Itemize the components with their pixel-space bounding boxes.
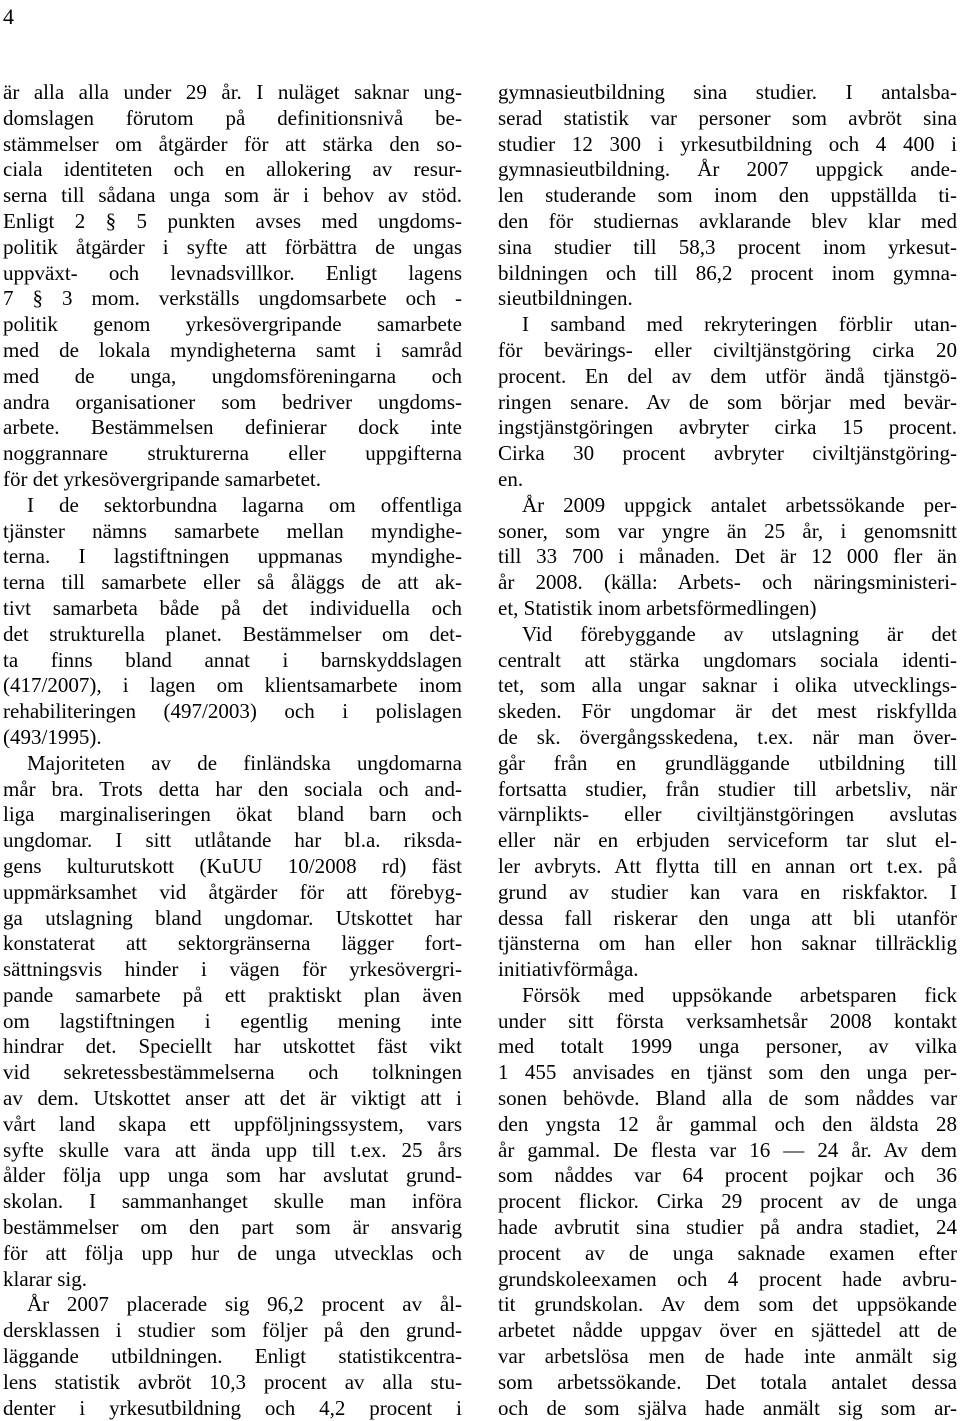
text-line: lens statistik avbröt 10,3 procent av alla stu-: [3, 1369, 462, 1394]
text-line: pande samarbete på ett praktiskt plan även: [3, 982, 462, 1007]
text-line: politik åtgärder i syfte att förbättra de ungas: [3, 234, 462, 259]
text-line: År 2007 placerade sig 96,2 procent av ål-: [27, 1292, 462, 1317]
text-line: av dem. Utskottet anser att det är viktigt att i: [3, 1086, 462, 1111]
text-line: sina studier till 58,3 procent inom yrkesut-: [498, 234, 957, 259]
text-line: ålder följa upp unga som har avslutat grund-: [3, 1163, 462, 1188]
text-line: sättningsvis hinder i vägen för yrkesövergri-: [3, 957, 462, 982]
text-line: gymnasieutbildning sina studier. I antalsba-: [498, 80, 957, 104]
text-line: vid sekretessbestämmelserna och tolkningen: [3, 1060, 462, 1085]
text-line: År 2009 uppgick antalet arbetssökande per-: [522, 492, 957, 517]
text-line: gymnasieutbildning. År 2007 uppgick ande-: [498, 157, 957, 182]
text-line: uppväxt- och levnadsvillkor. Enligt lagens: [3, 260, 462, 285]
text-line: är alla alla under 29 år. I nuläget saknar ung-: [3, 80, 462, 104]
text-line: Vid förebyggande av utslagning är det: [522, 621, 957, 646]
text-line: med de unga, ungdomsföreningarna och: [3, 363, 462, 388]
text-line: under sitt första verksamhetsår 2008 kontakt: [498, 1008, 957, 1033]
text-line: ingstjänstgöringen avbryter cirka 15 procent.: [498, 415, 957, 440]
text-line: tivt samarbeta både på det individuella och: [3, 595, 462, 620]
text-line: (417/2007), i lagen om klientsamarbete inom: [3, 673, 462, 698]
text-line: hindrar det. Speciellt har utskottet fäst vikt: [3, 1034, 462, 1059]
text-line: Cirka 30 procent avbryter civiltjänstgöring-: [498, 441, 957, 466]
text-line: som arbetssökande. Det totala antalet dessa: [498, 1369, 957, 1394]
text-line: de sk. övergångsskedena, t.ex. när man över-: [498, 724, 957, 749]
text-line: och de som själva hade anmält sig som ar-: [498, 1395, 957, 1420]
text-line: läggande utbildningen. Enligt statistikcentra-: [3, 1344, 462, 1369]
text-line: andra organisationer som bedriver ungdoms-: [3, 389, 462, 414]
text-line: gens kulturutskott (KuUU 10/2008 rd) fäst: [3, 853, 462, 878]
text-line: dersklassen i studier som följer på den grund-: [3, 1318, 462, 1343]
text-line: den yngsta 12 år gammal och den äldsta 28: [498, 1111, 957, 1136]
text-line: tjänsterna om han eller hon saknar tillräcklig: [498, 931, 957, 956]
text-line: ciala identiteten och en allokering av resur-: [3, 157, 462, 182]
text-line: år gammal. De flesta var 16 — 24 år. Av dem: [498, 1137, 957, 1162]
text-line: I samband med rekryteringen förblir utan-: [522, 312, 957, 337]
text-line: med totalt 1999 unga personer, av vilka: [498, 1034, 957, 1059]
text-line: procent av de unga saknade examen efter: [498, 1240, 957, 1265]
text-line: ungdomar. I sitt utlåtande har bl.a. riksda-: [3, 828, 462, 853]
text-line: för att följa upp hur de unga utvecklas och: [3, 1240, 462, 1265]
text-line: uppmärksamhet vid åtgärder för att förebyg-: [3, 879, 462, 904]
text-line: för bevärings- eller civiltjänstgöring cirka 20: [498, 337, 957, 362]
text-line: hade avbrutit sina studier på andra stadiet, 24: [498, 1215, 957, 1240]
text-line: initiativförmåga.: [498, 957, 639, 982]
text-line: stämmelser om åtgärder för att stärka den so-: [3, 131, 462, 156]
text-line: klarar sig.: [3, 1266, 87, 1291]
text-line: går från en grundläggande utbildning till: [498, 750, 957, 775]
text-line: för det yrkesövergripande samarbetet.: [3, 466, 321, 491]
text-line: den för studiernas avklarande blev klar med: [498, 208, 957, 233]
text-line: en.: [498, 466, 524, 491]
text-line: bildningen och till 86,2 procent inom gymna-: [498, 260, 957, 285]
text-line: noggrannare strukturerna eller uppgifterna: [3, 441, 462, 466]
text-line: I de sektorbundna lagarna om offentliga: [27, 492, 462, 517]
text-line: arbetet nådde uppgav över en sjättedel att de: [498, 1318, 957, 1343]
text-line: len studerande som inom den uppställda ti-: [498, 183, 957, 208]
text-line: centralt att stärka ungdomars sociala identi-: [498, 647, 957, 672]
right-text-column: [498, 80, 957, 1420]
text-line: skeden. För ungdomar är det mest riskfyllda: [498, 699, 957, 724]
text-line: liga marginaliseringen ökat bland barn och: [3, 802, 462, 827]
text-line: ler avbryts. Att flytta till en annan ort t.ex. på: [498, 853, 957, 878]
text-line: 1 455 anvisades en tjänst som den unga per-: [498, 1060, 957, 1085]
text-line: till 33 700 i månaden. Det är 12 000 fler än: [498, 544, 957, 569]
text-line: soner, som var yngre än 25 år, i genomsnitt: [498, 518, 957, 543]
text-line: Enligt 2 § 5 punkten avses med ungdoms-: [3, 208, 462, 233]
text-line: var arbetslösa men de hade inte anmält sig: [498, 1344, 957, 1369]
text-line: procent. En del av dem utför ändå tjänstgö-: [498, 363, 957, 388]
text-line: terna till samarbete eller så åläggs de att ak-: [3, 570, 462, 595]
text-line: tet, som alla ungar saknar i olika utvecklings-: [498, 673, 957, 698]
text-line: 7 § 3 mom. verkställs ungdomsarbete och -: [3, 286, 462, 311]
text-line: denter i yrkesutbildning och 4,2 procent i: [3, 1395, 462, 1420]
text-line: Försök med uppsökande arbetsparen fick: [522, 982, 957, 1007]
text-line: arbete. Bestämmelsen definierar dock inte: [3, 415, 462, 440]
text-line: (493/1995).: [3, 724, 102, 749]
text-line: det strukturella planet. Bestämmelser om det-: [3, 621, 462, 646]
text-line: serna till sådana unga som är i behov av stöd.: [3, 183, 462, 208]
text-line: Majoriteten av de finländska ungdomarna: [27, 750, 462, 775]
text-line: med de lokala myndigheterna samt i samråd: [3, 337, 462, 362]
text-line: konstaterat att sektorgränserna lägger fort-: [3, 931, 462, 956]
text-line: tjänster nämns samarbete mellan myndighe-: [3, 518, 462, 543]
page-number: 4: [3, 4, 14, 29]
text-line: ringen senare. Av de som börjar med bevär-: [498, 389, 957, 414]
text-line: fortsatta studier, från studier till arbetsliv, när: [498, 776, 957, 801]
text-line: eller när en erbjuden serviceform tar slut el-: [498, 828, 957, 853]
text-line: syfte skulle vara att ända upp till t.ex. 25 års: [3, 1137, 462, 1162]
text-line: grund av studier kan vara en riskfaktor. I: [498, 879, 957, 904]
text-line: skolan. I sammanhanget skulle man införa: [3, 1189, 462, 1214]
text-line: et, Statistik inom arbetsförmedlingen): [498, 595, 817, 620]
text-line: bestämmelser om den part som är ansvarig: [3, 1215, 462, 1240]
text-line: år 2008. (källa: Arbets- och näringsministeri-: [498, 570, 957, 595]
text-line: sonen behövde. Bland alla de som nåddes var: [498, 1086, 957, 1111]
text-line: terna. I lagstiftningen uppmanas myndighe-: [3, 544, 462, 569]
text-line: ga utslagning bland ungdomar. Utskottet har: [3, 905, 462, 930]
text-line: grundskoleexamen och 4 procent hade avbru-: [498, 1266, 957, 1291]
text-line: domslagen förutom på definitionsnivå be-: [3, 105, 462, 130]
left-text-column: [3, 80, 462, 1420]
text-line: vårt land skapa ett uppföljningssystem, vars: [3, 1111, 462, 1136]
text-line: tit grundskolan. Av dem som det uppsökande: [498, 1292, 957, 1317]
text-line: procent flickor. Cirka 29 procent av de unga: [498, 1189, 957, 1214]
text-line: serad statistik var personer som avbröt sina: [498, 105, 957, 130]
text-line: värnplikts- eller civiltjänstgöringen avslutas: [498, 802, 957, 827]
text-line: rehabiliteringen (497/2003) och i polislagen: [3, 699, 462, 724]
text-line: ta finns bland annat i barnskyddslagen: [3, 647, 462, 672]
text-line: studier 12 300 i yrkesutbildning och 4 400 i: [498, 131, 957, 156]
text-line: om lagstiftningen i egentlig mening inte: [3, 1008, 462, 1033]
text-line: dessa fall riskerar den unga att bli utanför: [498, 905, 957, 930]
text-line: politik genom yrkesövergripande samarbete: [3, 312, 462, 337]
text-line: som nåddes var 64 procent pojkar och 36: [498, 1163, 957, 1188]
text-line: sieutbildningen.: [498, 286, 633, 311]
text-line: mår bra. Trots detta har den sociala och and-: [3, 776, 462, 801]
